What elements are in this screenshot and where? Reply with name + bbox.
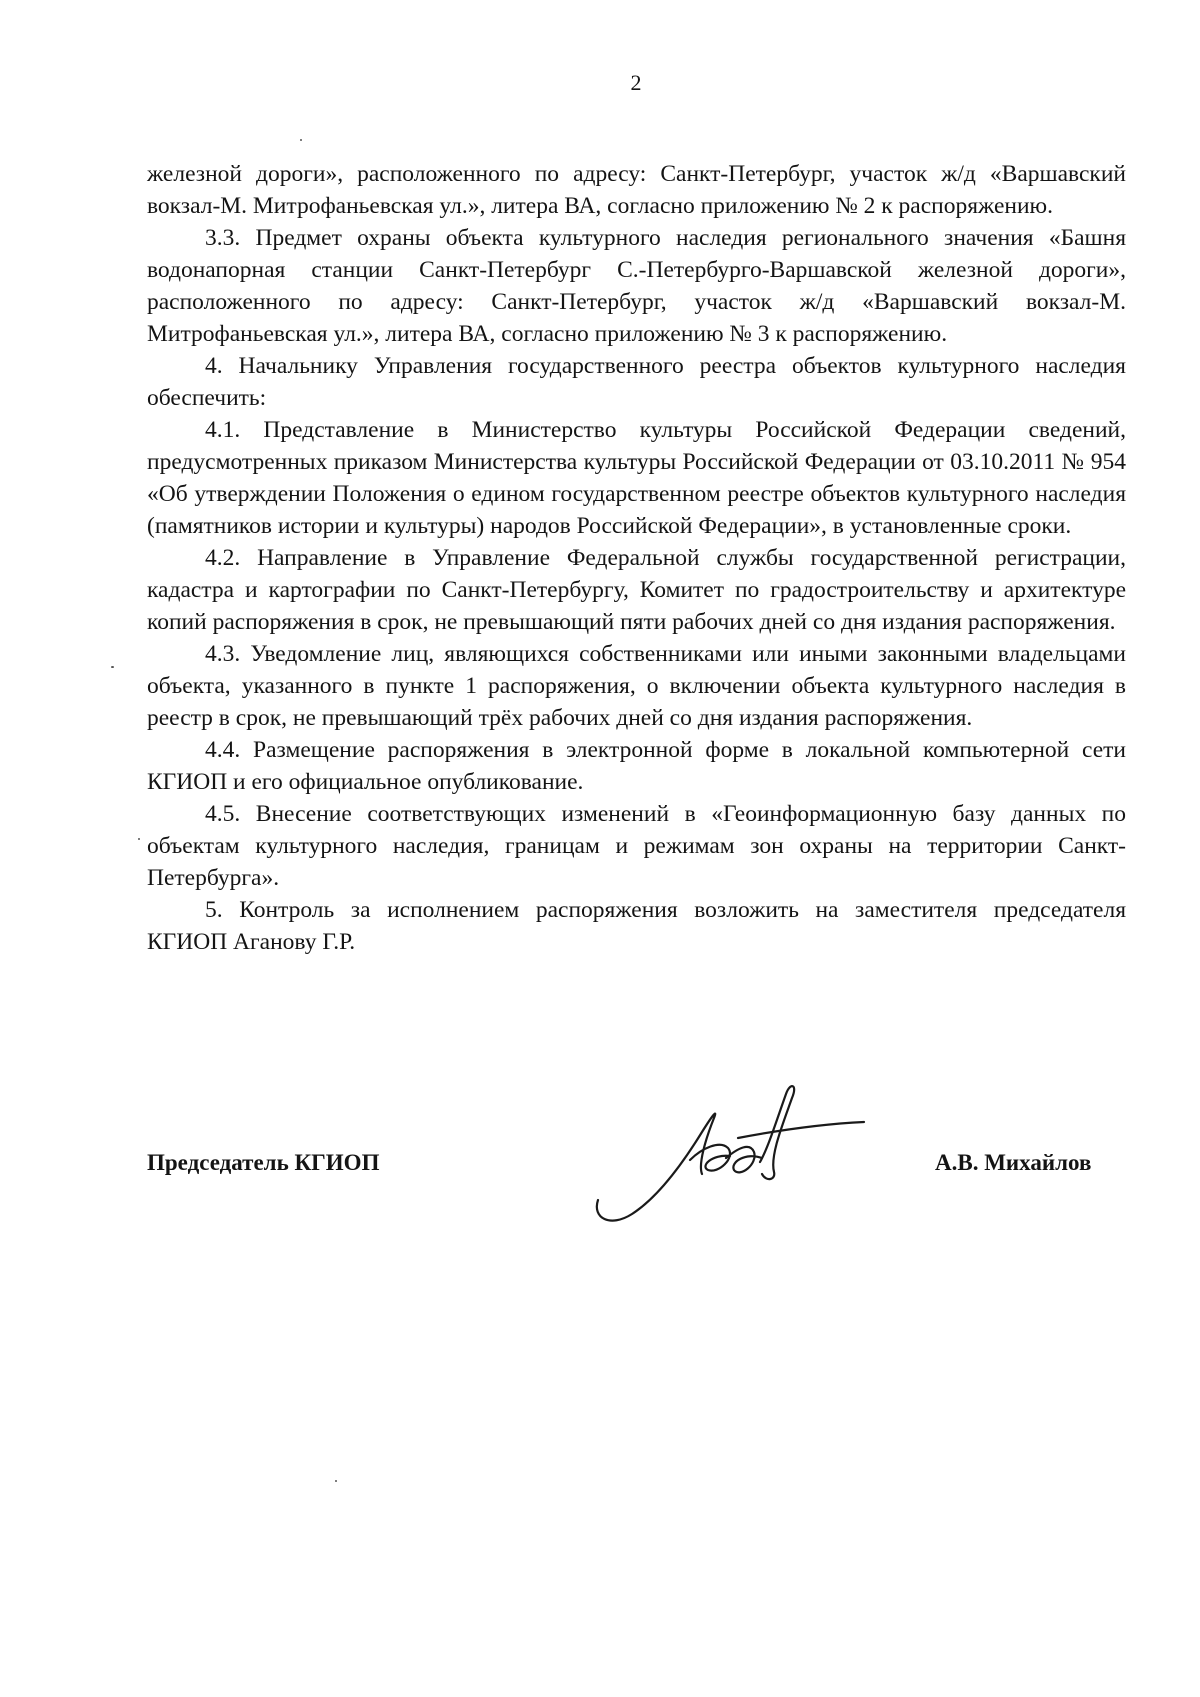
paragraph-4-1: 4.1. Представление в Министерство культуры Российской Федерации сведений, предусмотренных приказом Министерства культуры Российской Федерации от 03.10.2011 № 954 «Об утверждении Положения о едином государственном реестре объектов культурного наследия (памятников истории и культуры) народов Российской Федерации», в установленные сроки. bbox=[147, 417, 1126, 539]
paragraph-4-4: 4.4. Размещение распоряжения в электронной форме в локальной компьютерной сети КГИОП и его официальное опубликование. bbox=[147, 737, 1126, 795]
paragraph-continuation: железной дороги», расположенного по адресу: Санкт-Петербург, участок ж/д «Варшавский вокзал-М. Митрофаньевская ул.», литера ВА, согласно приложению № 2 к распоряжению. bbox=[147, 161, 1126, 219]
paragraph-3-3: 3.3. Предмет охраны объекта культурного наследия регионального значения «Башня водонапорная станции Санкт-Петербург С.-Петербурго-Варшавской железной дороги», расположенного по адресу: Санкт-Петербург, участок ж/д «Варшавский вокзал-М. Митрофаньевская ул.», литера ВА, согласно приложению № 3 к распоряжению. bbox=[147, 225, 1126, 347]
scan-speck bbox=[300, 139, 302, 141]
paragraph-5: 5. Контроль за исполнением распоряжения возложить на заместителя председателя КГИОП Аганову Г.Р. bbox=[147, 897, 1126, 955]
paragraph-4-5: 4.5. Внесение соответствующих изменений в «Геоинформационную базу данных по объектам культурного наследия, границам и режимам зон охраны на территории Санкт-Петербурга». bbox=[147, 801, 1126, 891]
scan-speck bbox=[335, 1480, 337, 1482]
scan-speck bbox=[111, 666, 114, 668]
paragraph-4: 4. Начальнику Управления государственного реестра объектов культурного наследия обеспечить: bbox=[147, 353, 1126, 411]
document-body bbox=[147, 158, 1126, 958]
handwritten-signature bbox=[590, 1078, 870, 1228]
page-number: 2 bbox=[630, 70, 642, 95]
paragraph-4-2: 4.2. Направление в Управление Федеральной службы государственной регистрации, кадастра и картографии по Санкт-Петербургу, Комитет по градостроительству и архитектуре копий распоряжения в срок, не превышающий пяти рабочих дней со дня издания распоряжения. bbox=[147, 545, 1126, 635]
scan-speck bbox=[138, 838, 140, 840]
signer-name: А.В. Михайлов bbox=[935, 1150, 1092, 1175]
paragraph-4-3: 4.3. Уведомление лиц, являющихся собственниками или иными законными владельцами объекта, указанного в пункте 1 распоряжения, о включении объекта культурного наследия в реестр в срок, не превышающий трёх рабочих дней со дня издания распоряжения. bbox=[147, 641, 1126, 731]
signer-title: Председатель КГИОП bbox=[147, 1150, 380, 1175]
